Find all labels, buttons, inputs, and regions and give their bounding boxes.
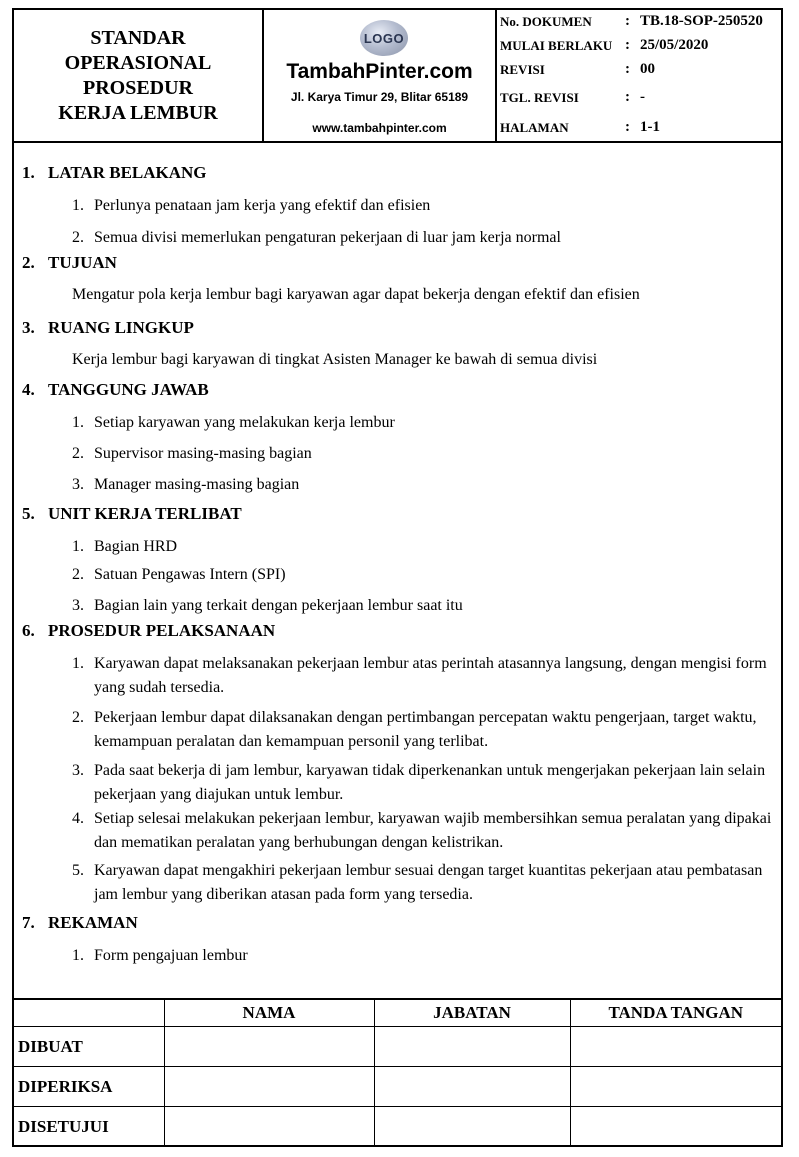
table-row <box>14 1027 781 1067</box>
list-item: 3. Pada saat bekerja di jam lembur, karyawan tidak diperkenankan untuk mengerjakan pekerjaan lain selain pekerjaan yang diajukan untuk lembur. <box>72 762 766 803</box>
list-item: 3. Manager masing-masing bagian <box>72 476 300 493</box>
section-heading: 2. TUJUAN <box>22 253 117 272</box>
position-cell <box>374 1107 570 1147</box>
title-line: KERJA LEMBUR <box>58 101 218 124</box>
list-item: 1. Form pengajuan lembur <box>72 947 248 964</box>
list-item: 1. Perlunya penataan jam kerja yang efektif dan efisien <box>72 197 431 214</box>
section-paragraph: Mengatur pola kerja lembur bagi karyawan agar dapat bekerja dengan efektif dan efisien <box>72 286 640 303</box>
list-item: 2. Satuan Pengawas Intern (SPI) <box>72 566 286 583</box>
position-cell <box>374 1067 570 1107</box>
signature-table <box>14 998 781 1146</box>
company-block <box>264 10 497 141</box>
section-heading: 1. LATAR BELAKANG <box>22 163 207 182</box>
signature-cell <box>570 1027 781 1067</box>
document-header <box>14 10 781 143</box>
title-line: OPERASIONAL <box>64 51 212 74</box>
logo-icon <box>360 20 408 56</box>
brand-name: TambahPinter.com <box>286 60 473 83</box>
sop-title <box>14 10 264 141</box>
title-line: PROSEDUR <box>82 76 193 99</box>
list-item: 2. Pekerjaan lembur dapat dilaksanakan dengan pertimbangan percepatan waktu pengerjaan, target waktu, kemampuan peralatan dan kemampuan personil yang terlibat. <box>72 709 757 750</box>
row-label: DIBUAT <box>14 1027 164 1067</box>
title-line: STANDAR <box>90 26 186 49</box>
section-heading: 4. TANGGUNG JAWAB <box>22 380 209 399</box>
list-item: 2. Supervisor masing-masing bagian <box>72 445 312 462</box>
signature-cell <box>570 1107 781 1147</box>
name-cell <box>164 1027 374 1067</box>
row-label: DISETUJUI <box>14 1107 164 1147</box>
section-heading: 5. UNIT KERJA TERLIBAT <box>22 504 242 523</box>
section-paragraph: Kerja lembur bagi karyawan di tingkat Asisten Manager ke bawah di semua divisi <box>72 351 598 368</box>
document-frame <box>12 8 783 1147</box>
document-meta: No. DOKUMEN : TB.18-SOP-250520 MULAI BERLAKU : 25/05/2020 REVISI : 00 TGL. REVISI : - HALAMAN : 1-1 <box>500 13 763 135</box>
row-label: DIPERIKSA <box>14 1067 164 1107</box>
section-heading: 3. RUANG LINGKUP <box>22 318 194 337</box>
list-item: 1. Setiap karyawan yang melakukan kerja lembur <box>72 414 395 431</box>
logo-text: LOGO <box>363 30 405 46</box>
list-item: 4. Setiap selesai melakukan pekerjaan lembur, karyawan wajib membersihkan semua peralatan yang dipakai dan mematikan peralatan yang berhubungan dengan kelistrikan. <box>72 810 772 851</box>
section-heading: 7. REKAMAN <box>22 913 138 932</box>
signature-cell <box>570 1067 781 1107</box>
list-item: 1. Bagian HRD <box>72 538 178 555</box>
position-cell <box>374 1027 570 1067</box>
list-item: 5. Karyawan dapat mengakhiri pekerjaan lembur sesuai dengan target kuantitas pekerjaan atau pembatasan jam lembur yang diberikan atasan pada form yang tersedia. <box>72 862 763 903</box>
company-website: www.tambahpinter.com <box>312 121 447 135</box>
table-header-row <box>14 999 781 1027</box>
table-row <box>14 1067 781 1107</box>
list-item: 1. Karyawan dapat melaksanakan pekerjaan lembur atas perintah atasannya langsung, dengan mengisi form yang sudah tersedia. <box>72 655 767 696</box>
table-header-cell: TANDA TANGAN <box>570 999 781 1027</box>
company-address: Jl. Karya Timur 29, Blitar 65189 <box>290 90 469 104</box>
table-header-cell <box>14 999 164 1027</box>
table-row <box>14 1107 781 1147</box>
list-item: 3. Bagian lain yang terkait dengan pekerjaan lembur saat itu <box>72 597 463 614</box>
list-item: 2. Semua divisi memerlukan pengaturan pekerjaan di luar jam kerja normal <box>72 229 561 246</box>
name-cell <box>164 1067 374 1107</box>
section-heading: 6. PROSEDUR PELAKSANAAN <box>22 621 276 640</box>
name-cell <box>164 1107 374 1147</box>
table-header-cell: JABATAN <box>374 999 570 1027</box>
table-header-cell: NAMA <box>164 999 374 1027</box>
